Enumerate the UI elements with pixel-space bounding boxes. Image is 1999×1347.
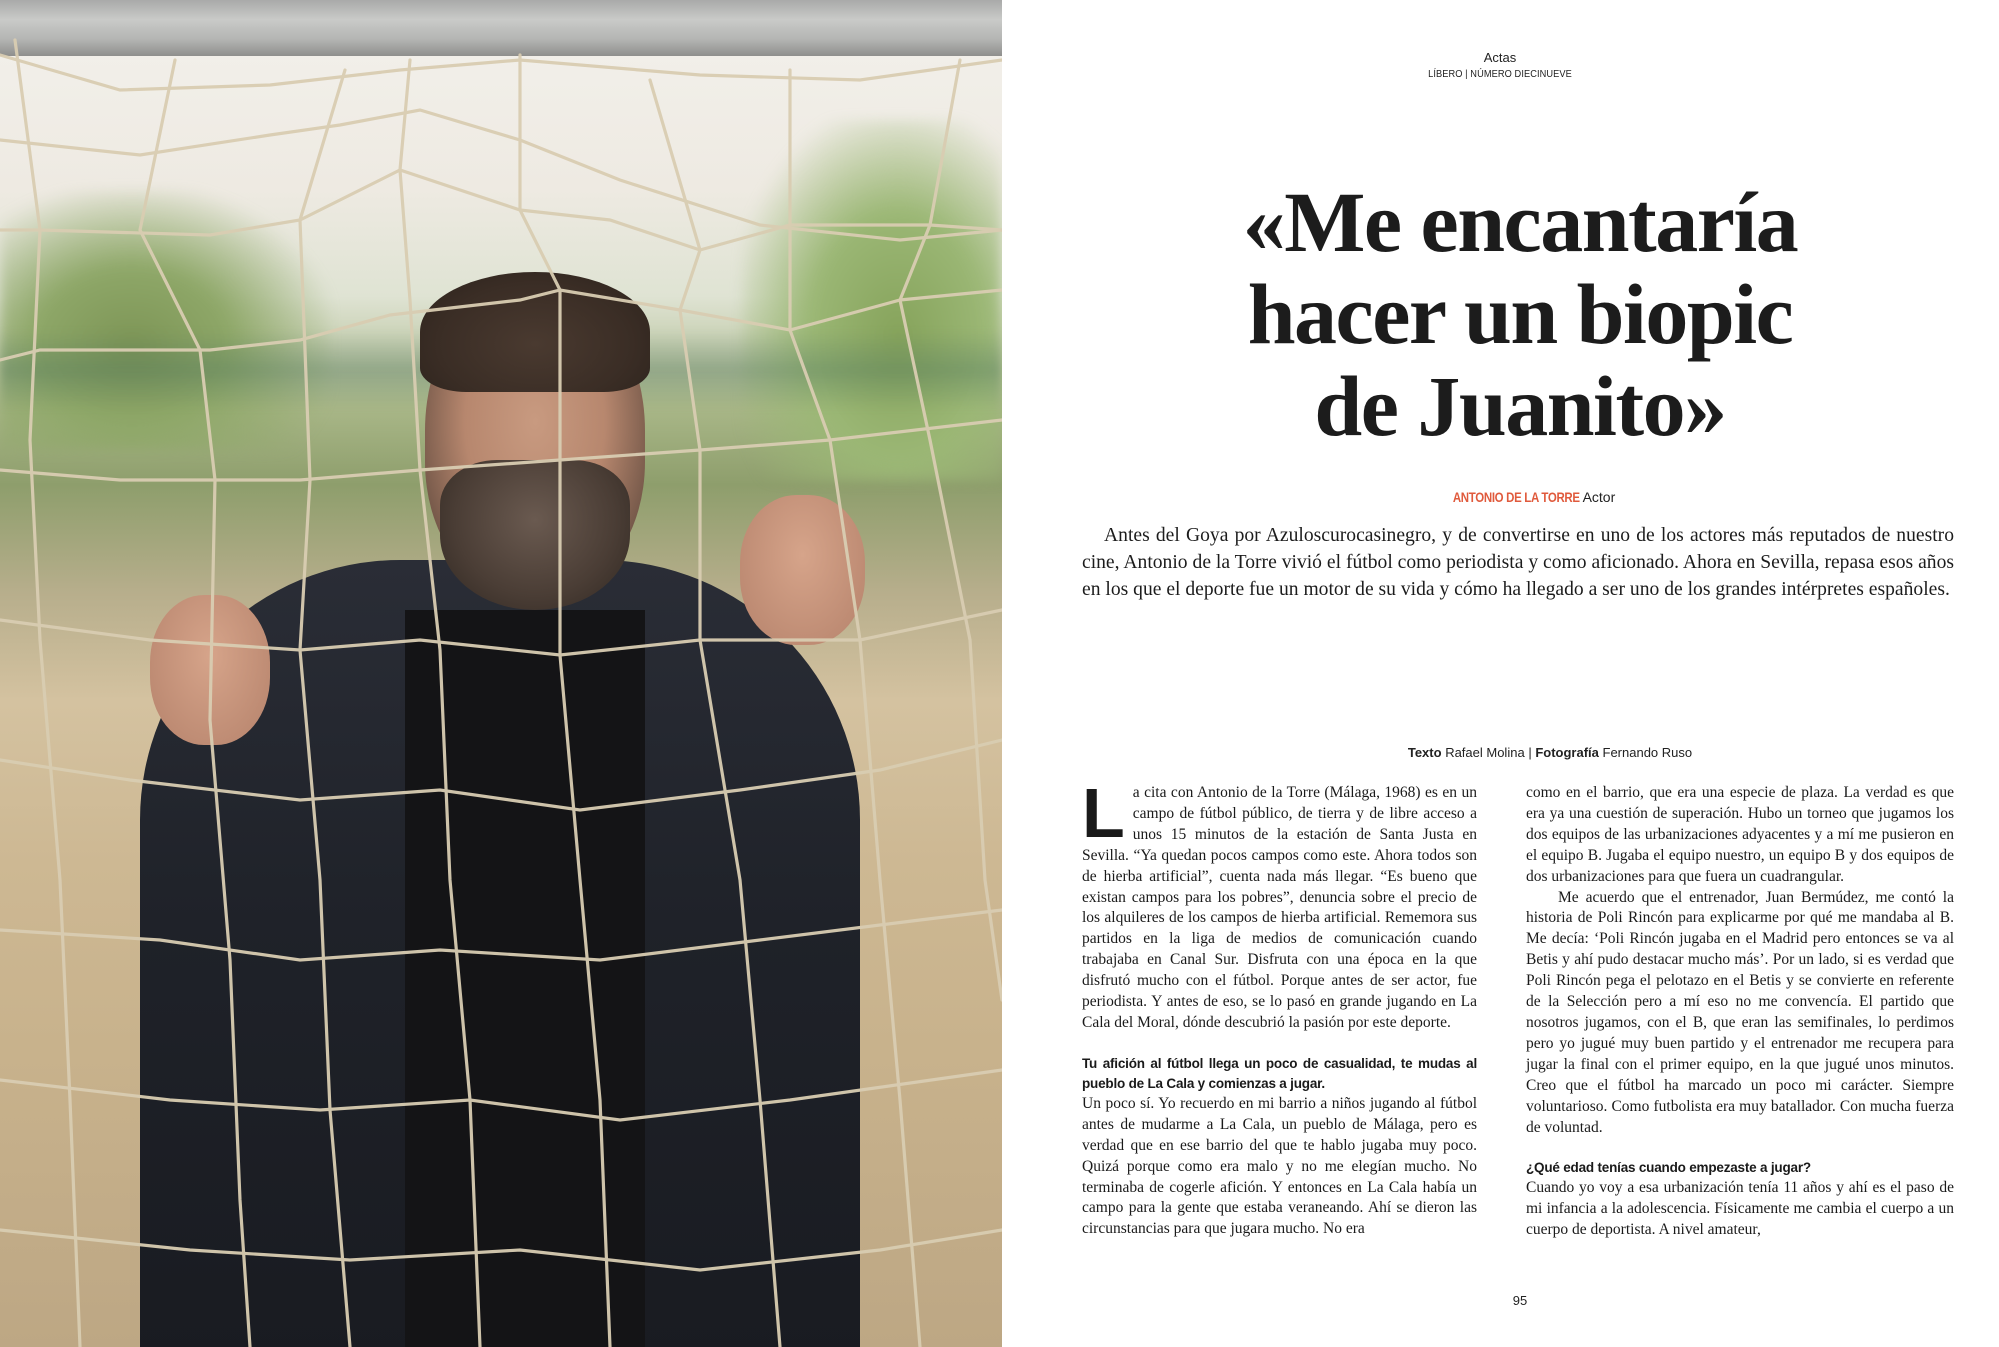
drop-cap: L bbox=[1082, 774, 1125, 852]
answer-2: Cuando yo voy a esa urbanización tenía 11 años y ahí es el paso de mi infancia a la adolescencia. Físicamente me cambia el cuerpo a un cuerpo de deportista. A nivel amateur, bbox=[1526, 1179, 1954, 1239]
text-credit-label: Texto bbox=[1407, 745, 1442, 760]
lead-paragraph bbox=[1082, 774, 1477, 1034]
photo-credit-label: Fotografía bbox=[1535, 745, 1599, 760]
subject-role: Actor bbox=[1582, 489, 1616, 505]
answer-1-part-2: como en el barrio, que era una especie de plaza. La verdad es que era ya una cuestión de superación. Hubo un torneo que jugamos los dos equipos de las urbanizaciones adyacentes y a mí me pusieron en el equipo B. Jugaba el equipo nuestro, un equipo B y dos equipos de dos urbanizaciones para que fuera un cuadrangular. bbox=[1526, 784, 1954, 885]
intro-standfirst: Antes del Goya por Azuloscurocasinegro, y de convertirse en uno de los actores más reputados de nuestro cine, Antonio de la Torre vivió el fútbol como periodista y como aficionado. Ahora en Sevilla, repasa esos años en los que el deporte fue un motor de su vida y cómo ha llegado a ser uno de los grandes intérpretes españoles. bbox=[1082, 525, 1954, 600]
section-name: Actas bbox=[1483, 50, 1517, 65]
article-column-1 bbox=[1082, 774, 1477, 1240]
article-column-2 bbox=[1526, 783, 1954, 1241]
headline-line-1: «Me encantaría bbox=[1242, 174, 1798, 270]
subject-byline bbox=[1200, 489, 1840, 505]
credits bbox=[1250, 745, 1850, 760]
headline-line-2: hacer un biopic bbox=[1247, 266, 1793, 362]
answer-1-part-3: Me acuerdo que el entrenador, Juan Bermúdez, me contó la historia de Poli Rincón para explicarme por qué me mandaba al B. Me decía: ‘Poli Rincón jugaba en el Madrid pero entonces se va al Betis y ahí pudo destacar mucho más’. Por un lado, si es verdad que Poli Rincón pega el pelotazo en el Betis y se convierte en referente de la Selección pero a mí eso no me convencía. El partido que nosotros jugamos, con el B, que eran las semifinales, lo perdimos pero yo jugué muy buen partido y el entrenador me recupera para jugar la final con el primer equipo, en la que jugué unos minutos. Creo que el fútbol ha marcado un poco mi carácter. Siempre voluntarioso. Como futbolista era muy batallador. Con mucha fuerza de voluntad. bbox=[1526, 888, 1954, 1136]
page-number: 95 bbox=[1512, 1293, 1528, 1308]
credit-separator: | bbox=[1528, 745, 1532, 760]
photo-credit-author: Fernando Ruso bbox=[1602, 745, 1693, 760]
issue-label: LÍBERO | NÚMERO DIECINUEVE bbox=[1428, 68, 1572, 80]
text-credit-author: Rafael Molina bbox=[1445, 745, 1525, 760]
answer-1-part-1: Un poco sí. Yo recuerdo en mi barrio a niños jugando al fútbol antes de mudarme a La Cala, un pueblo de Málaga, pero es verdad que en ese barrio del que te hablo jugaba muy poco. Quizá porque como era malo y no me elegían mucho. No terminaba de cogerle afición. Y entonces en La Cala había un campo para la gente que estaba veraneando. Ahí se dieron las circunstancias para que jugara mucho. No era bbox=[1082, 1094, 1477, 1238]
headline bbox=[1100, 176, 1940, 452]
subject-name: ANTONIO DE LA TORRE bbox=[1452, 489, 1580, 505]
lead-paragraph-text: a cita con Antonio de la Torre (Málaga, 1968) es en un campo de fútbol público, de tierra y de libre acceso a unos 15 minutos de la estación de Santa Justa en Sevilla. “Ya quedan pocos campos como este. Ahora todos son de hierba artificial”, cuenta nada más llegar. “Es bueno que existan campos para los pobres”, denuncia sobre el precio de los alquileres de los campos de hierba artificial. Rememora sus partidos en la liga de medios de comunicación cuando trabajaba en Canal Sur. Disfruta con una época en la que disfrutó mucho con el fútbol. Porque antes de ser actor, fue periodista. Y antes de eso, se lo pasó en grande jugando en La Cala del Moral, dónde descubrió la pasión por este deporte. bbox=[1082, 784, 1477, 1031]
headline-line-3: de Juanito» bbox=[1314, 358, 1726, 454]
question-2: ¿Qué edad tenías cuando empezaste a jugar? bbox=[1526, 1160, 1811, 1176]
question-1: Tu afición al fútbol llega un poco de casualidad, te mudas al pueblo de La Cala y comienzas a jugar. bbox=[1082, 1055, 1477, 1091]
